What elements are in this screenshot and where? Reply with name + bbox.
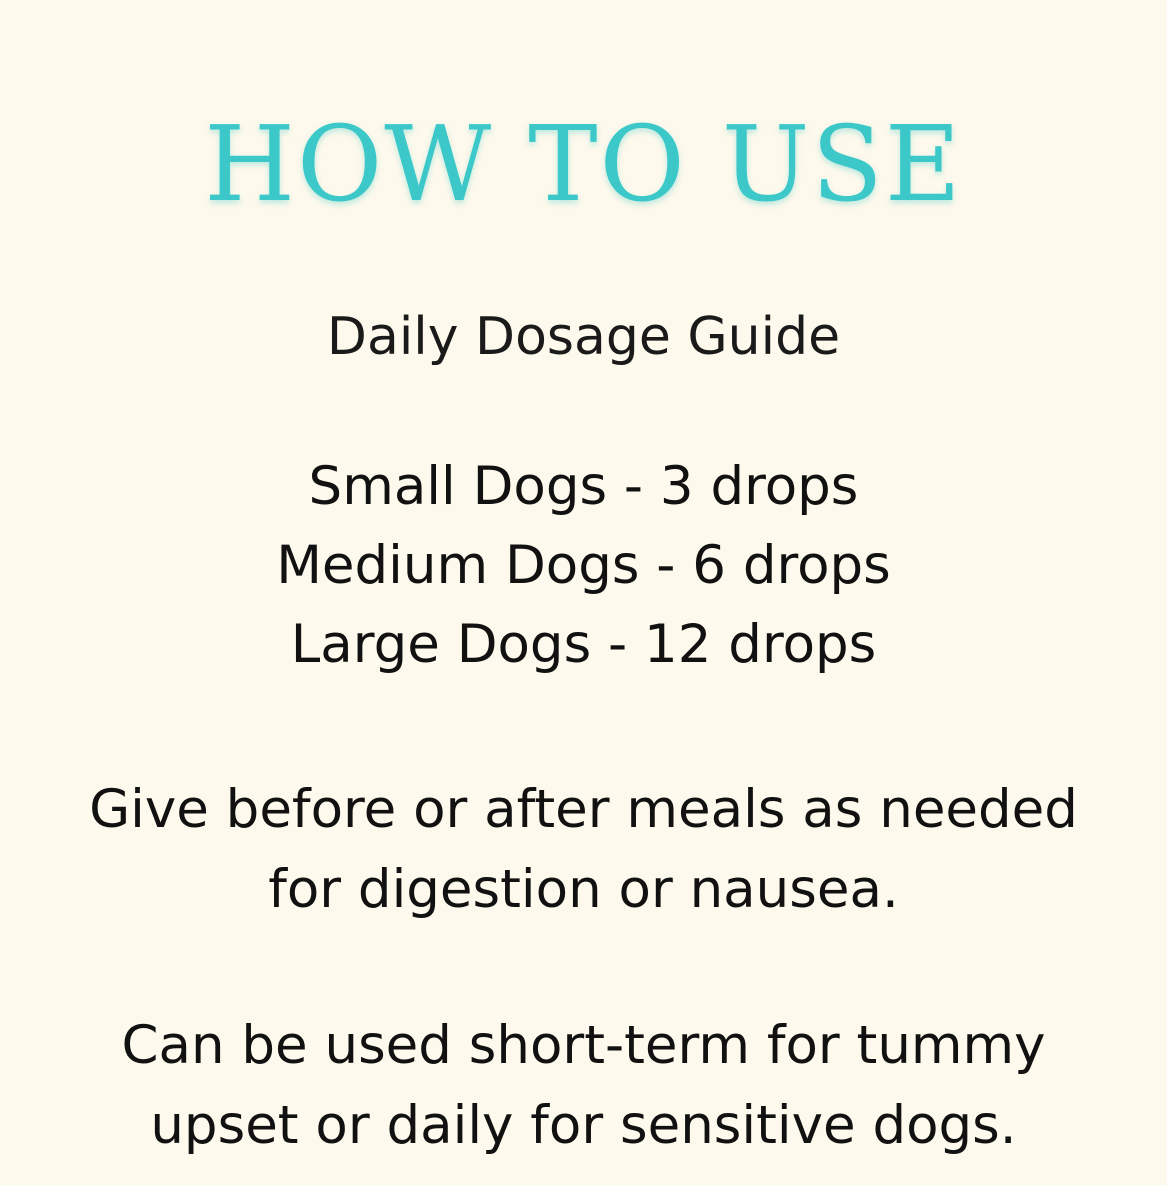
list-item: Large Dogs - 12 drops xyxy=(290,614,877,675)
dosage-list xyxy=(276,447,891,684)
list-item: Medium Dogs - 6 drops xyxy=(276,535,891,596)
duration-instruction-paragraph: Can be used short-term for tummy upset or daily for sensitive dogs. xyxy=(121,1015,1046,1156)
page-title: HOW TO USE xyxy=(204,103,963,225)
dosage-guide-subtitle: Daily Dosage Guide xyxy=(326,307,841,367)
usage-instruction-paragraph: Give before or after meals as needed for digestion or nausea. xyxy=(89,779,1078,920)
list-item: Small Dogs - 3 drops xyxy=(308,456,859,517)
